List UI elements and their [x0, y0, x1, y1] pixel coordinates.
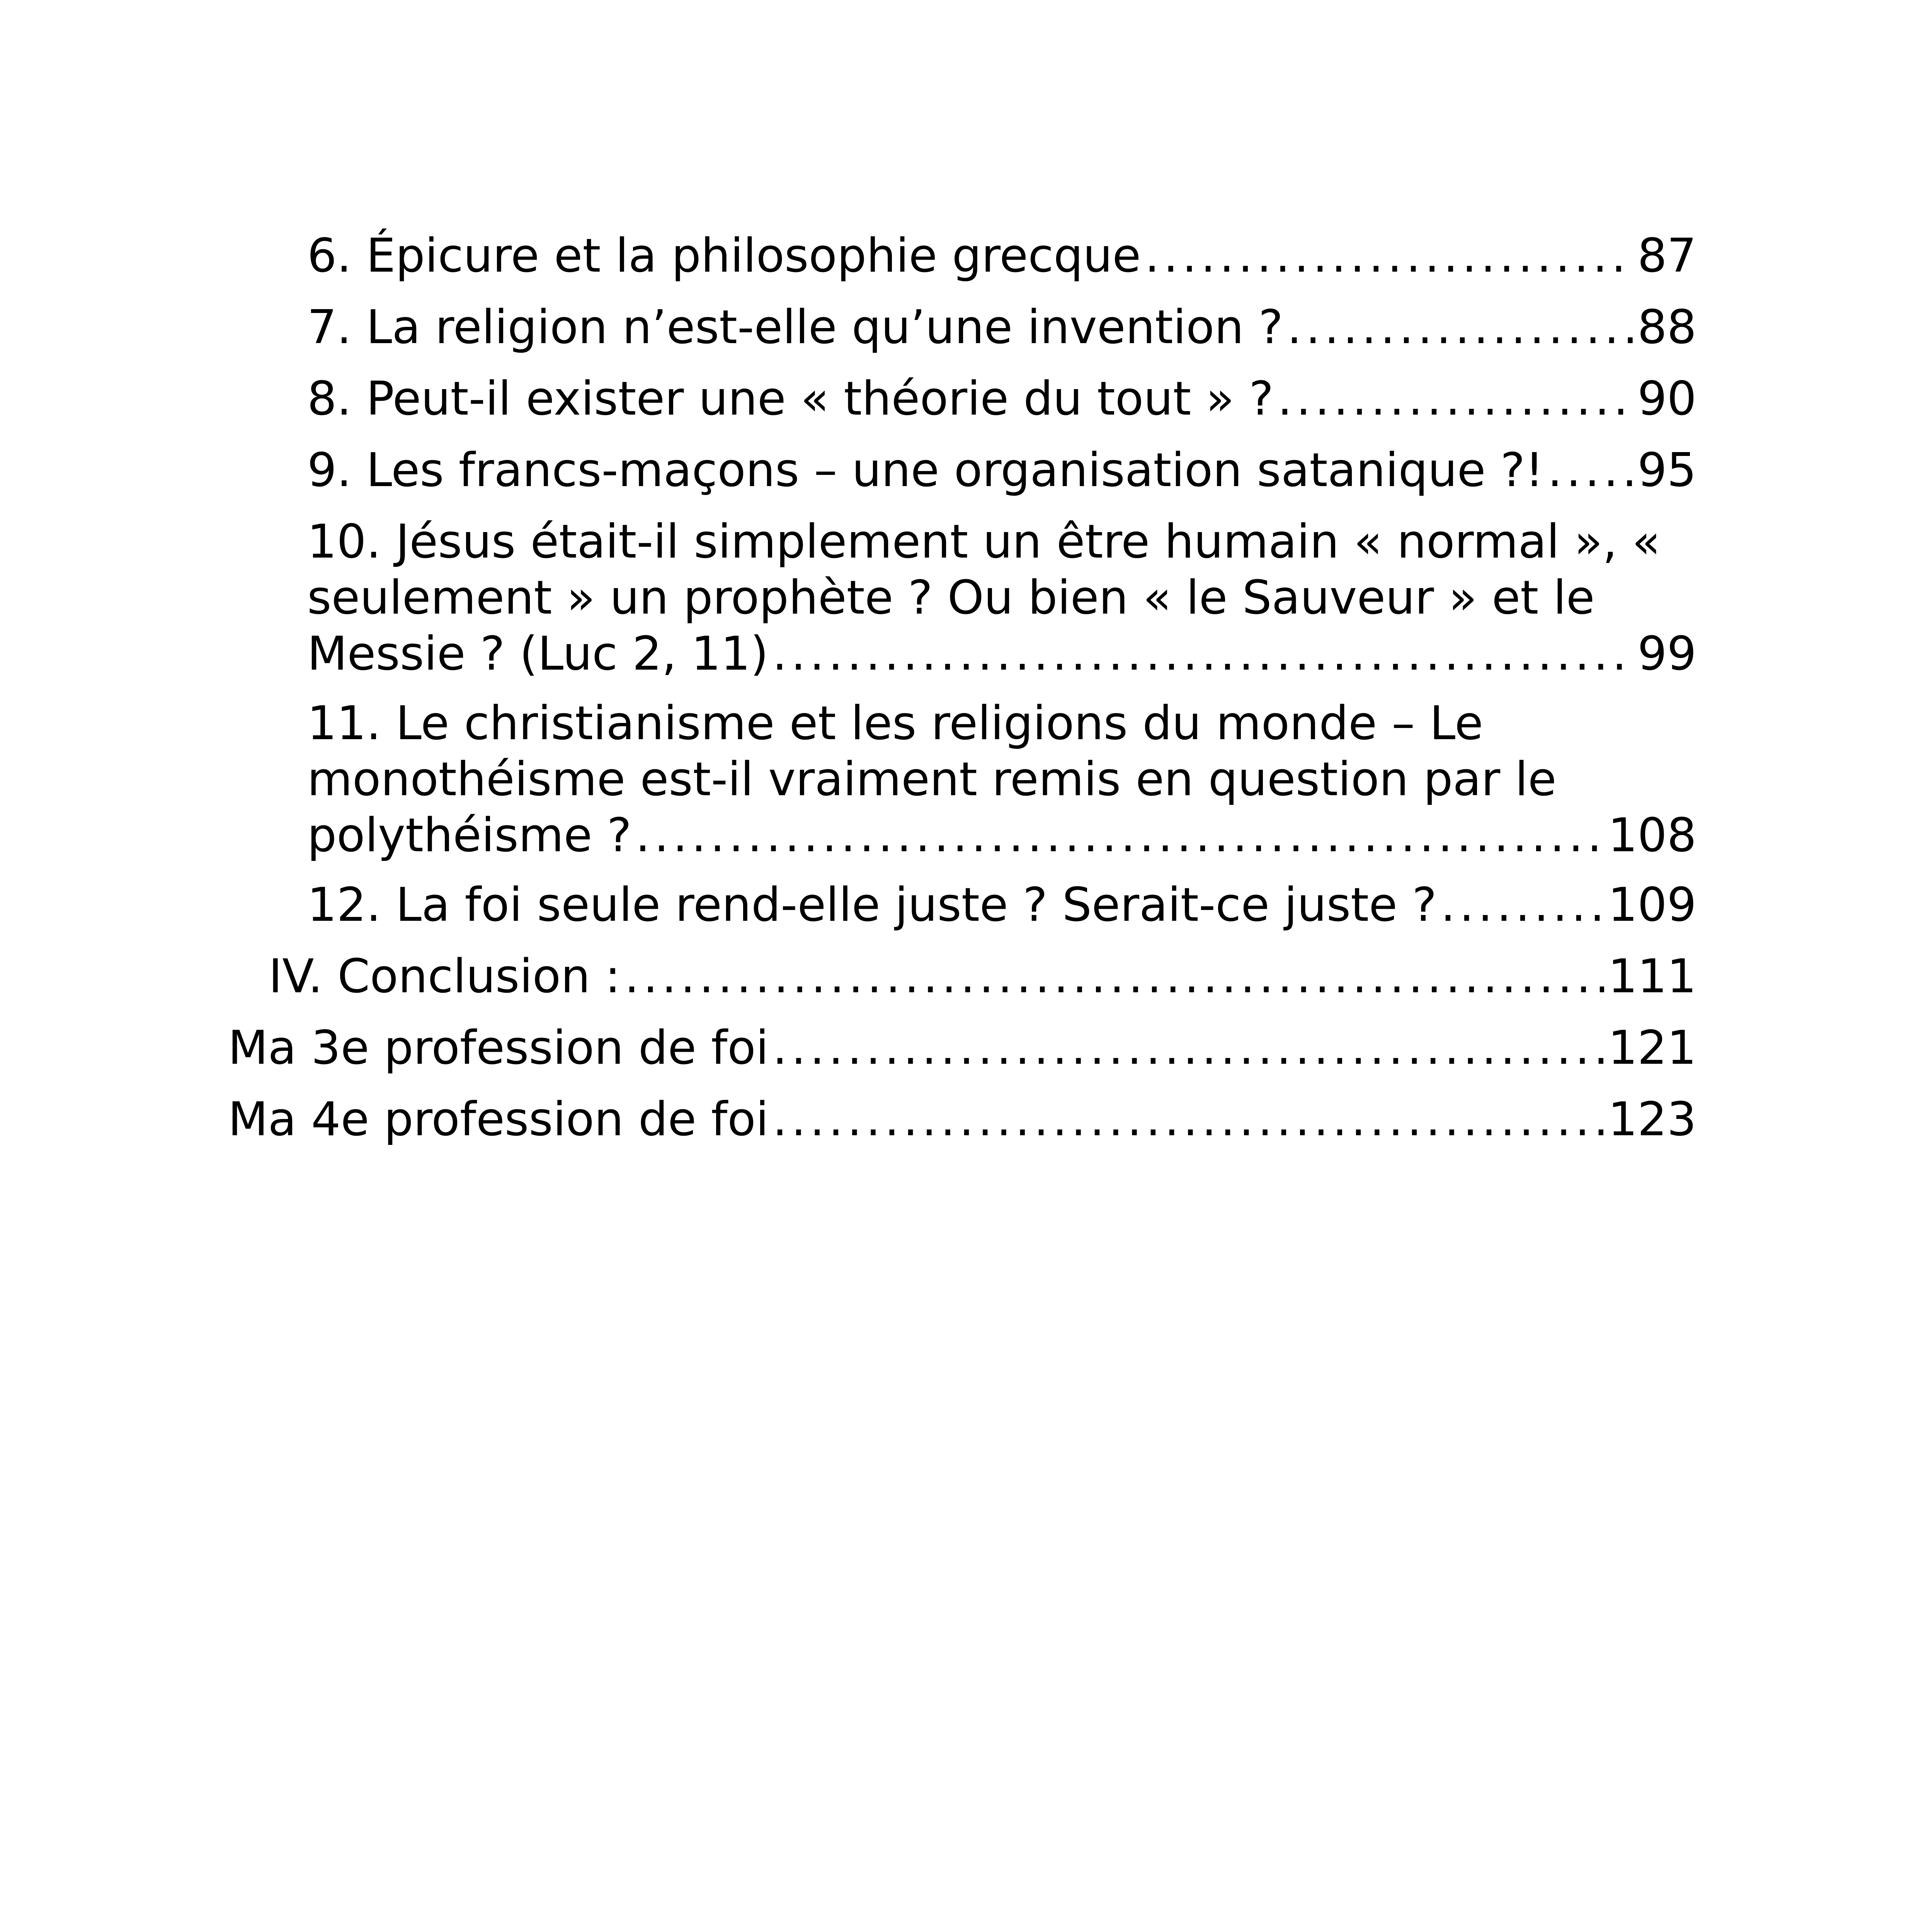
toc-entry-title: 6. Épicure et la philosophie grecque: [307, 229, 1141, 283]
dot-leader: [773, 1092, 1604, 1148]
toc-entry-title: Ma 3e profession de foi: [228, 1021, 769, 1075]
toc-entry-title: Messie ? (Luc 2, 11): [307, 627, 769, 681]
toc-row: [307, 877, 1696, 933]
toc-entry-conclusion: [269, 949, 1696, 1005]
toc-entry-title: 9. Les francs-maçons – une organisation satanique ?!: [307, 444, 1544, 497]
dot-leader: [1441, 877, 1604, 933]
toc-entry-line: 10. Jésus était-il simplement un être humain « normal », «: [307, 515, 1661, 569]
toc-entry-8: [307, 371, 1696, 427]
dot-leader: [773, 1020, 1604, 1076]
toc-row: [307, 626, 1696, 682]
dot-leader: [772, 626, 1634, 682]
dot-leader: [1287, 299, 1634, 355]
toc-entry-line: seulement » un prophète ? Ou bien « le Sauveur » et le: [307, 571, 1595, 625]
toc-entry-page: 90: [1637, 372, 1696, 426]
toc-entry-page: 111: [1608, 950, 1696, 1003]
toc-entry-7: [307, 299, 1696, 355]
dot-leader: [1278, 371, 1634, 427]
toc-row: [307, 442, 1696, 498]
toc-entry-page: 108: [1608, 809, 1696, 862]
toc-row: [269, 949, 1696, 1005]
toc-entry-profession-3: [228, 1020, 1696, 1076]
dot-leader: [624, 949, 1604, 1005]
toc-row: [307, 228, 1696, 284]
toc-entry-title: 7. La religion n’est-elle qu’une invention ?: [307, 301, 1283, 354]
toc-entry-page: 87: [1637, 229, 1696, 283]
toc-entry-9: [307, 442, 1696, 498]
toc-entry-page: 109: [1608, 878, 1696, 932]
dot-leader: [635, 808, 1604, 864]
toc-entry-12: [307, 877, 1696, 933]
toc-entry-page: 123: [1608, 1093, 1696, 1146]
dot-leader: [1547, 442, 1634, 498]
toc-entry-6: [307, 228, 1696, 284]
toc-entry-page: 121: [1608, 1021, 1696, 1075]
toc-entry-title: 12. La foi seule rend-elle juste ? Serait-ce juste ?: [307, 878, 1437, 932]
toc-entry-title: 8. Peut-il exister une « théorie du tout » ?: [307, 372, 1274, 426]
dot-leader: [1145, 228, 1634, 284]
toc-entry-page: 99: [1637, 627, 1696, 681]
toc-entry-title: Ma 4e profession de foi: [228, 1093, 769, 1146]
toc-row: [307, 371, 1696, 427]
toc-entry-page: 95: [1637, 444, 1696, 497]
toc-row: [228, 1092, 1696, 1148]
toc-entry-11: [307, 696, 1696, 864]
toc-entry-page: 88: [1637, 301, 1696, 354]
toc-entry-line: 11. Le christianisme et les religions du monde – Le: [307, 697, 1483, 750]
toc-row: [307, 299, 1696, 355]
toc-entry-line: monothéisme est-il vraiment remis en question par le: [307, 753, 1557, 806]
toc-entry-title: IV. Conclusion :: [269, 950, 621, 1003]
toc-row: [228, 1020, 1696, 1076]
toc-entry-10: [307, 514, 1696, 682]
toc-entry-title: polythéisme ?: [307, 809, 632, 862]
toc-row: [307, 808, 1696, 864]
toc-entry-profession-4: [228, 1092, 1696, 1148]
